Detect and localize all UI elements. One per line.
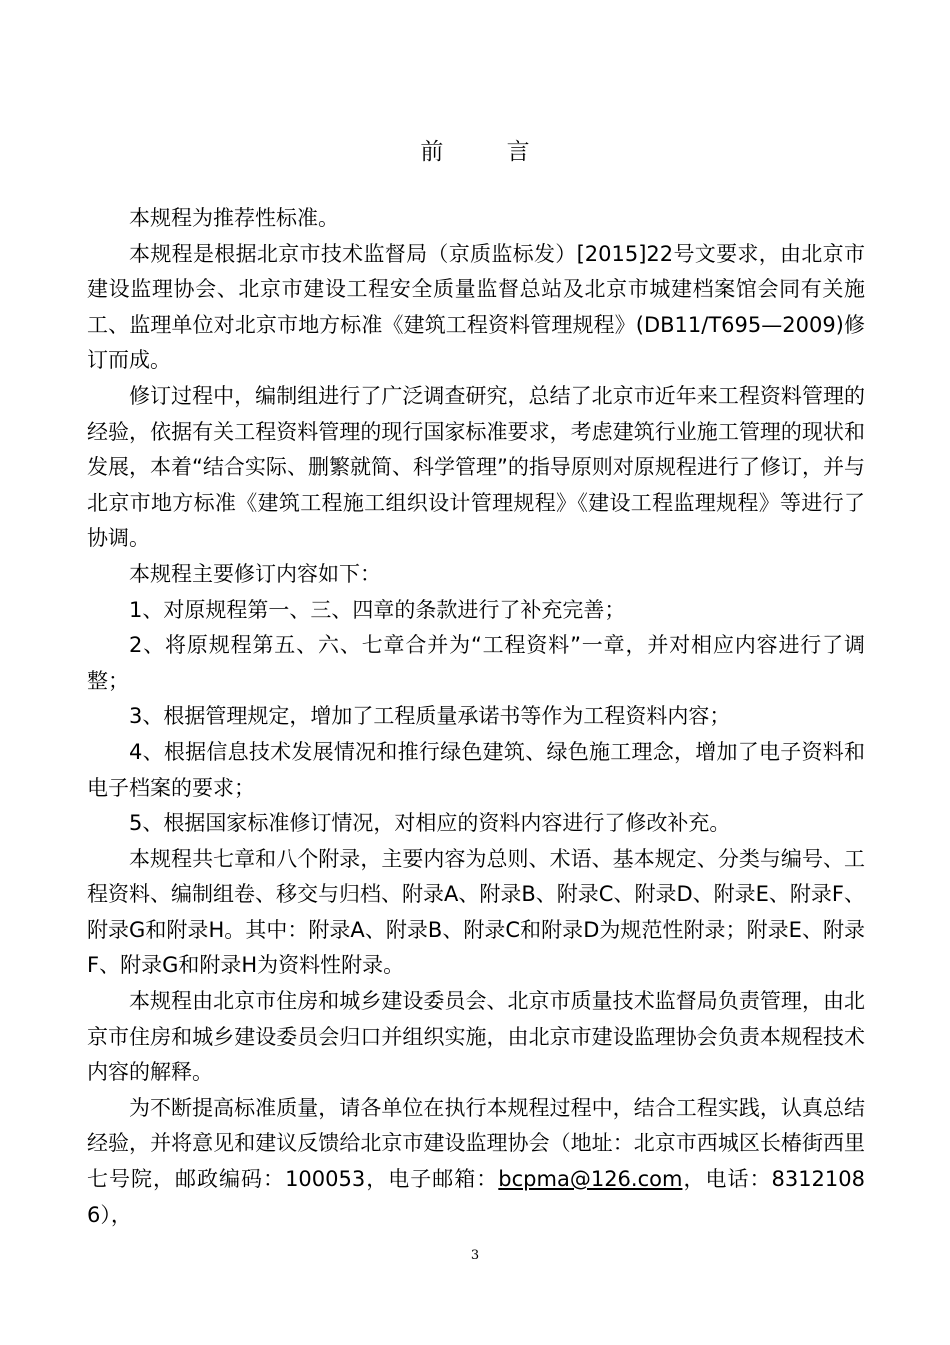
paragraph: 本规程为推荐性标准。 bbox=[129, 206, 339, 230]
paragraph: 1、对原规程第一、三、四章的条款进行了补充完善； bbox=[129, 597, 626, 622]
page-title: 前 言 bbox=[420, 139, 558, 165]
feedback-paragraph bbox=[87, 1091, 865, 1233]
feedback-text: 为不断提高标准质量，请各单位在执行本规程过程中，结合工程实践，认真总结经验，并将意见和建议反馈给北京市建设监理协会（地址：北京市西城区长椿街西里七号院，邮政编码：100053，电子邮箱： bbox=[87, 1095, 865, 1192]
paragraph: 本规程主要修订内容如下： bbox=[129, 561, 381, 586]
feedback-text-end: ，电话：83121086）， bbox=[87, 1167, 866, 1227]
paragraph: 修订过程中，编制组进行了广泛调查研究，总结了北京市近年来工程资料管理的经验，依据有关工程资料管理的现行国家标准要求，考虑建筑行业施工管理的现状和发展，本着“结合实际、删繁就简、科学管理”的指导原则对原规程进行了修订，并与北京市地方标准《建筑工程施工组织设计管理规程》《建设工程监理规程》等进行了协调。 bbox=[87, 383, 865, 551]
body-text bbox=[87, 201, 865, 1233]
paragraph: 本规程由北京市住房和城乡建设委员会、北京市质量技术监督局负责管理，由北京市住房和城乡建设委员会归口并组织实施，由北京市建设监理协会负责本规程技术内容的解释。 bbox=[87, 989, 865, 1085]
paragraph: 本规程共七章和八个附录，主要内容为总则、术语、基本规定、分类与编号、工程资料、编制组卷、移交与归档、附录A、附录B、附录C、附录D、附录E、附录F、附录G和附录H。其中：附录A、附录B、附录C和附录D为规范性附录；附录E、附录F、附录G和附录H为资料性附录。 bbox=[87, 846, 865, 978]
paragraph: 3、根据管理规定，增加了工程质量承诺书等作为工程资料内容； bbox=[129, 704, 731, 729]
paragraph: 5、根据国家标准修订情况，对相应的资料内容进行了修改补充。 bbox=[129, 811, 731, 836]
email-link[interactable]: bcpma@126.com bbox=[498, 1167, 683, 1192]
paragraph: 4、根据信息技术发展情况和推行绿色建筑、绿色施工理念，增加了电子资料和电子档案的要求； bbox=[87, 739, 865, 800]
paragraph: 2、将原规程第五、六、七章合并为“工程资料”一章，并对相应内容进行了调整； bbox=[87, 633, 865, 693]
page-number: 3 bbox=[470, 1248, 480, 1263]
paragraph: 本规程是根据北京市技术监督局（京质监标发）[2015]22号文要求，由北京市建设监理协会、北京市建设工程安全质量监督总站及北京市城建档案馆会同有关施工、监理单位对北京市地方标准《建筑工程资料管理规程》(DB11/T695—2009)修订而成。 bbox=[87, 241, 865, 373]
